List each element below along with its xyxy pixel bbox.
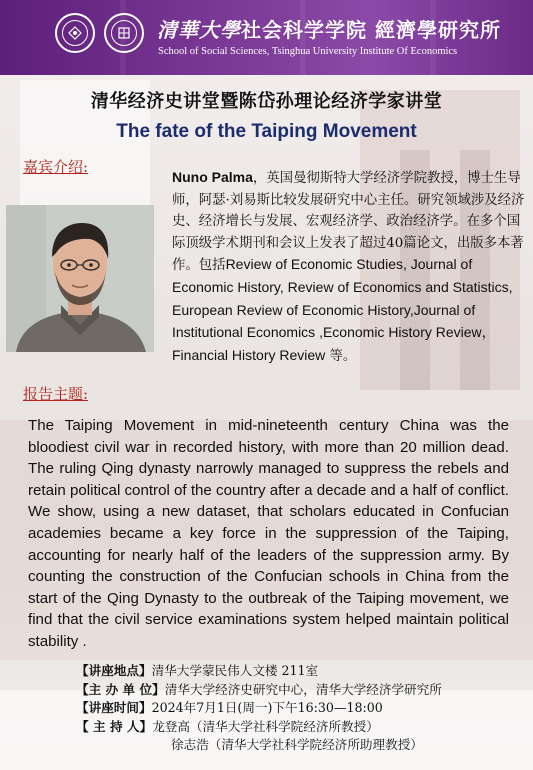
department-name-cn: 社会科学学院 經濟學研究所 bbox=[241, 18, 501, 42]
header-banner bbox=[0, 0, 533, 75]
host-value: 清华大学经济史研究中心，清华大学经济学研究所 bbox=[164, 681, 442, 697]
school-name-cn: 清華大學 bbox=[157, 18, 241, 42]
time-label: 【讲座时间】 bbox=[76, 700, 152, 716]
host-label: 【主 办 单 位】 bbox=[76, 681, 165, 697]
institute-seal-icon bbox=[104, 13, 144, 53]
chair-label: 【 主 持 人】 bbox=[76, 718, 153, 734]
speaker-portrait bbox=[6, 205, 154, 352]
speaker-name: Nuno Palma bbox=[172, 169, 253, 185]
venue-label: 【讲座地点】 bbox=[76, 663, 152, 678]
chair-row-2 bbox=[76, 736, 526, 755]
guest-intro-label: 嘉宾介绍: bbox=[23, 158, 89, 176]
bio-ending: 等。 bbox=[325, 348, 357, 364]
time-row bbox=[76, 699, 526, 718]
institution-name-en: School of Social Sciences, Tsinghua University Institute Of Economics bbox=[158, 46, 458, 57]
institution-name-cn bbox=[157, 14, 501, 43]
speaker-bio bbox=[172, 167, 528, 367]
lecture-subtitle: The fate of the Taiping Movement bbox=[116, 121, 417, 142]
host-row bbox=[76, 681, 526, 700]
chair-row bbox=[76, 718, 526, 737]
bio-text: ，英国曼彻斯特大学经济学院教授，博士生导师，阿瑟·刘易斯比较发展研究中心主任。研究领域涉及经济史、经济增长与发展、宏观经济学、政治经济学。在多个国际顶级学术期刊和会议上发表了超过40篇论文，出版多本著作。包括 bbox=[172, 171, 525, 274]
topic-label: 报告主题: bbox=[23, 385, 89, 403]
lecture-info bbox=[76, 662, 526, 755]
time-value: 2024年7月1日(周一)下午16:30—18:00 bbox=[151, 700, 383, 716]
venue-row bbox=[76, 662, 526, 681]
chair-value-1: 龙登高（清华大学社科学院经济所教授） bbox=[152, 718, 379, 734]
bio-journals: Review of Economic Studies, Journal of Economic History, Review of Economics and Statistics, European Review of Economic History,Journal of Institutional Economics ,Economic History Review，Financial History Review bbox=[172, 256, 513, 363]
chair-value-2: 徐志浩（清华大学社科学院经济所助理教授） bbox=[171, 737, 423, 753]
lecture-abstract: The Taiping Movement in mid-nineteenth century China was the bloodiest civil war in recorded history, with more than 20 million dead. The ruling Qing dynasty narrowly managed to suppress the rebels and retain political control of the country after a decade and a half of conflict. We show, using a new dataset, that scholars educated in Confucian academies became a key force in the suppression of the Taiping, accounting for nearly half of the leaders of the suppression army. By counting the construction of the Confucian schools in China from the start of the Qing Dynasty to the outbreak of the Taiping movement, we find that the civil service examinations system helped maintain political stability . bbox=[28, 417, 509, 650]
page-title: 清华经济史讲堂暨陈岱孙理论经济学家讲堂 bbox=[90, 91, 443, 112]
tsinghua-seal-icon bbox=[55, 13, 95, 53]
venue-value: 清华大学蒙民伟人文楼 211室 bbox=[151, 663, 319, 678]
